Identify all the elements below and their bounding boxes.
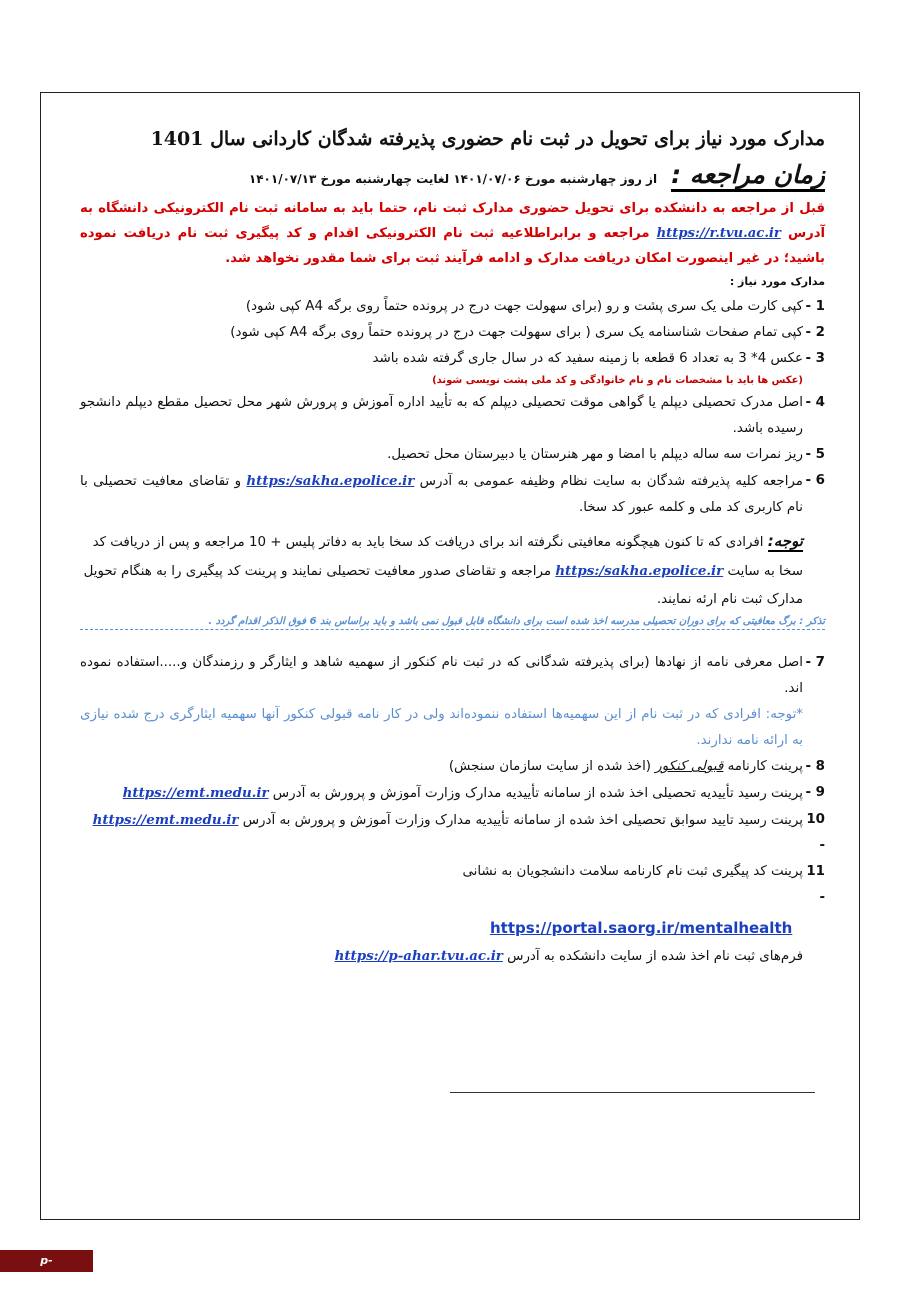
item-text-a: پرینت کارنامه (727, 759, 803, 774)
item-emphasis: قبولی کنکور (655, 759, 724, 774)
emt-link[interactable]: https://emt.medu.ir (122, 785, 269, 801)
list-item (80, 346, 825, 372)
document-title: مدارک مورد نیاز برای تحویل در ثبت نام حضوری پذیرفته شدگان کاردانی سال 1401 (150, 128, 825, 150)
warning-text-1: قبل از مراجعه به دانشکده برای تحویل حضوری مدارک ثبت نام، حتما باید به سامانه ثبت نام الکترونیکی دانشگاه به آدرس (80, 201, 826, 241)
item-text-a: پرینت رسید تایید سوابق تحصیلی اخذ شده از سامانه تأییدیه مدارک وزارت آموزش و پرورش به آدرس (242, 813, 803, 828)
item-number: 11 - (806, 864, 825, 905)
item-text: اصل مدرک تحصیلی دیپلم یا گواهی موقت تحصیلی دیپلم که به تأیید اداره آموزش و پرورش شهر محل تحصیل مقطع دیپلم دانشجو رسیده باشد. (80, 395, 803, 436)
sakha-link[interactable]: https:/sakha.epolice.ir (246, 473, 415, 489)
list-item (80, 320, 825, 346)
item-number: 4 - (805, 395, 825, 410)
list-item (80, 859, 825, 911)
list-item (80, 807, 825, 859)
item-text: کپی کارت ملی یک سری پشت و رو (برای سهولت جهت درج در پرونده حتماً روی برگه A4 کپی شود) (245, 299, 803, 314)
list-item (80, 780, 825, 807)
registration-link[interactable]: https://r.tvu.ac.ir (656, 226, 781, 241)
timeline-label: زمان مراجعه : (671, 160, 825, 192)
timeline-value: از روز چهارشنبه مورخ ۱۴۰۱/۰۷/۰۶ لغایت چهارشنبه مورخ ۱۴۰۱/۰۷/۱۳ (248, 172, 658, 186)
footer-site-badge: p-ahar.tvu.ac.ir (0, 1250, 93, 1272)
warning-paragraph (80, 196, 825, 271)
item-number: 10 - (806, 812, 825, 853)
list-item (80, 294, 825, 320)
mental-health-link[interactable]: https://portal.saorg.ir/mentalhealth (490, 919, 793, 937)
item-number: 2 - (805, 325, 825, 340)
item-text-b: (اخذ شده از سایت سازمان سنجش) (448, 759, 652, 774)
item-text-a: پرینت رسید تأییدیه تحصیلی اخذ شده از سامانه تأییدیه مدارک وزارت آموزش و پرورش به آدرس (272, 786, 803, 801)
item-text: عکس 4* 3 به تعداد 6 قطعه با زمینه سفید که در سال جاری گرفته شده باشد (372, 351, 803, 366)
note-block (80, 527, 825, 614)
item-number: 8 - (805, 759, 825, 774)
list-item (80, 754, 825, 780)
item-number: 5 - (805, 447, 825, 462)
item-text: اصل معرفی نامه از نهادها (برای پذیرفته شدگانی که در ثبت نام کنکور از سهمیه شاهد و ایثارگر و رزمندگان و.....استفاده نموده اند. (80, 655, 803, 696)
item-text-a: مراجعه کلیه پذیرفته شدگان به سایت نظام وظیفه عمومی به آدرس (419, 474, 803, 489)
item-text (80, 468, 803, 521)
divider (450, 1092, 815, 1093)
reminder-note: تذکر : برگ معافیتی که برای دوران تحصیلی مدرسه اخذ شده است برای دانشگاه قابل قبول نمی باشد و باید براساس بند 6 فوق الذکر اقدام گردد . (80, 616, 825, 630)
forms-text: فرم‌های ثبت نام اخذ شده از سایت دانشکده به آدرس (507, 949, 803, 964)
emt-link-2[interactable]: https://emt.medu.ir (92, 812, 239, 828)
documents-heading: مدارک مورد نیاز : (729, 275, 825, 288)
item-text: ریز نمرات سه ساله دیپلم با امضا و مهر هنرستان یا دبیرستان محل تحصیل. (387, 447, 803, 462)
list-item (80, 468, 825, 521)
note-text-a: افرادی که تا کنون هیچگونه معافیتی نگرفته اند برای دریافت کد سخا باید به دفاتر پلیس + 10 مراجعه و پس از دریافت کد سخا به سایت (92, 535, 803, 579)
item-number: 3 - (805, 351, 825, 366)
item-text (80, 780, 803, 807)
item-text (80, 754, 803, 780)
item-number: 6 - (805, 473, 825, 488)
list-item (80, 390, 825, 442)
photo-note: (عکس ها باید با مشخصات نام و نام خانوادگی و کد ملی پشت نویسی شوند) (432, 375, 803, 386)
sakha-link-2[interactable]: https:/sakha.epolice.ir (555, 563, 724, 579)
forms-line (80, 943, 803, 970)
document-body (80, 120, 825, 970)
list-item (80, 650, 825, 702)
quota-note: *توجه: افرادی که در ثبت نام از این سهمیه‌ها استفاده ننموده‌اند ولی در کار نامه قبولی کنکور آنها سهمیه ایثارگری درج شده نیازی به ارائه نامه ندارند. (80, 707, 803, 748)
list-item (80, 442, 825, 468)
warning-text-2: مراجعه و برابراطلاعیه ثبت نام الکترونیکی اقدام و کد پیگیری ثبت نام دریافت نموده باشید؛ در غیر اینصورت امکان دریافت مدارک و ادامه فرآیند ثبت برای شما مقدور نخواهد شد. (80, 226, 825, 266)
item-number: 1 - (805, 299, 825, 314)
item-text (80, 807, 803, 859)
item-text-b: و تقاضای معافیت تحصیلی با نام کاربری کد ملی و کلمه عبور کد سخا. (80, 474, 803, 515)
item-number: 9 - (805, 785, 825, 800)
note-label: توجه: (767, 532, 803, 550)
item-number: 7 - (805, 655, 825, 670)
item-text: پرینت کد پیگیری ثبت نام کارنامه سلامت دانشجویان به نشانی (462, 864, 803, 879)
item-text: کپی تمام صفحات شناسنامه یک سری ( برای سهولت جهت درج در پرونده حتماً روی برگه A4 کپی شود) (230, 325, 803, 340)
college-link[interactable]: https://p-ahar.tvu.ac.ir (334, 948, 503, 964)
timeline (80, 160, 825, 192)
note-text-b: مراجعه و تقاضای صدور معافیت تحصیلی نمایند و پرینت کد پیگیری را به هنگام تحویل مدارک ثبت نام ارئه نمایند. (83, 564, 803, 607)
